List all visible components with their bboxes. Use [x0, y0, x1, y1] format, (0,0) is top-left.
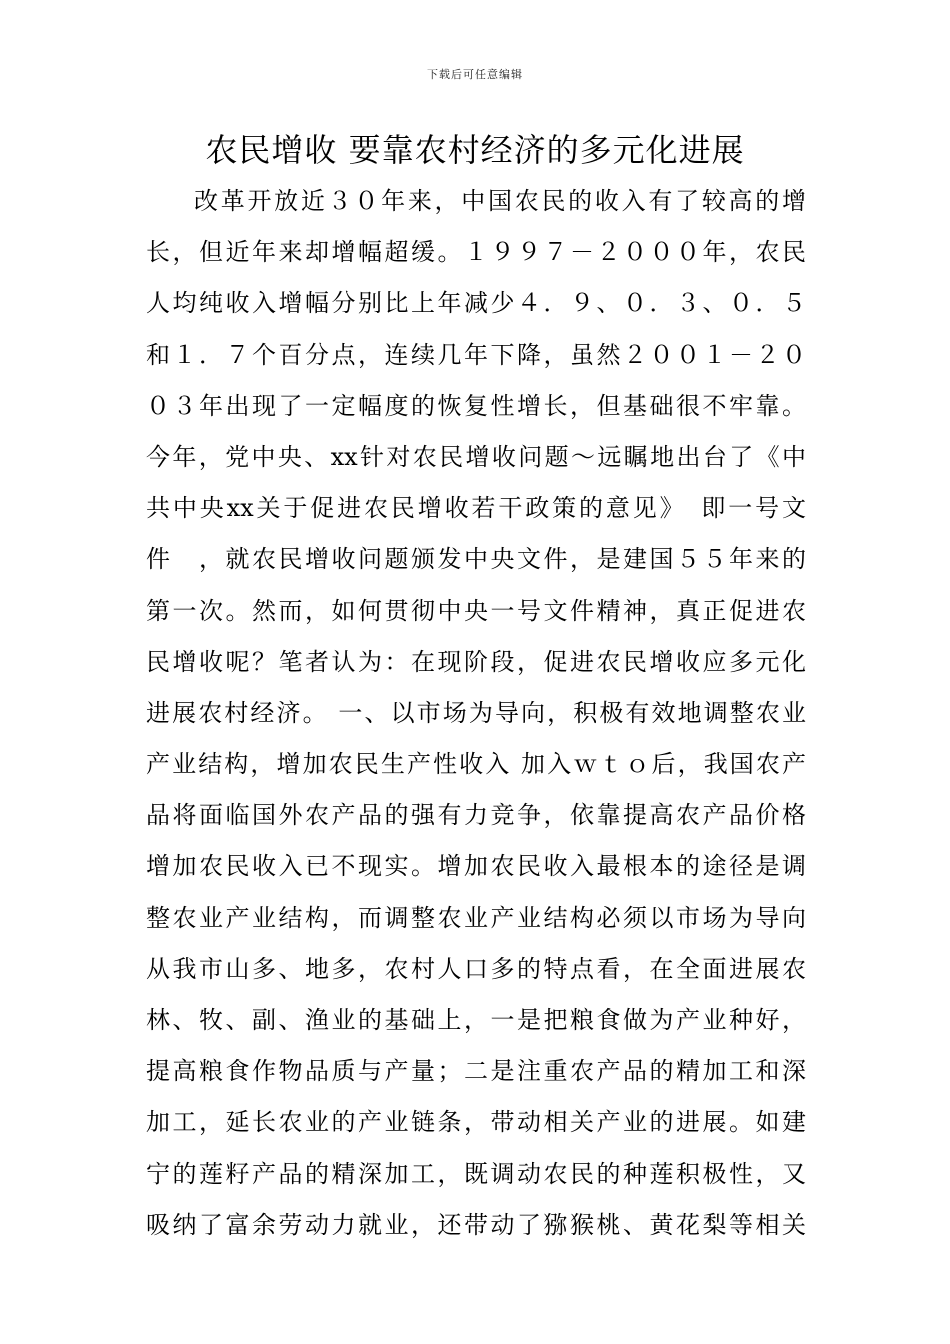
text-line: 进展农村经济。 一、以市场为导向，积极有效地调整农业 [146, 698, 806, 727]
body-text [146, 176, 806, 1251]
text-line: 长，但近年来却增幅超缓。１９９７－２０００年，农民 [146, 238, 806, 267]
text-line: 共中央xx关于促进农民增收若干政策的意见》 即一号文 [146, 494, 806, 523]
document-title: 农民增收 要靠农村经济的多元化进展 [205, 131, 745, 169]
text-line: 加工，延长农业的产业链条，带动相关产业的进展。如建 [146, 1108, 806, 1137]
text-line: 林、牧、副、渔业的基础上，一是把粮食做为产业种好， [146, 1006, 806, 1034]
header-note: 下载后可任意编辑 [427, 68, 523, 81]
text-line: 品将面临国外农产品的强有力竞争，依靠提高农产品价格 [146, 801, 806, 830]
text-line: 改革开放近３０年来，中国农民的收入有了较高的增 [194, 187, 806, 215]
text-line: 从我市山多、地多，农村人口多的特点看，在全面进展农 [146, 954, 806, 983]
text-line: 今年，党中央、xx针对农民增收问题～远瞩地出台了《中 [146, 442, 806, 471]
text-line: ０３年出现了一定幅度的恢复性增长，但基础很不牢靠。 [146, 391, 806, 420]
text-line: 提高粮食作物品质与产量；二是注重农产品的精加工和深 [146, 1057, 806, 1086]
text-line: 增加农民收入已不现实。增加农民收入最根本的途径是调 [146, 852, 806, 881]
text-line: 和１．７个百分点，连续几年下降，虽然２００１－２０ [146, 340, 806, 369]
text-line: 人均纯收入增幅分别比上年减少４．９、０．３、０．５ [146, 289, 806, 318]
text-line: 吸纳了富余劳动力就业，还带动了猕猴桃、黄花梨等相关 [146, 1210, 806, 1239]
text-line: 整农业产业结构，而调整农业产业结构必须以市场为导向 [146, 903, 806, 932]
text-line: 第一次。然而，如何贯彻中央一号文件精神，真正促进农 [146, 596, 806, 625]
text-line: 件 ，就农民增收问题颁发中央文件，是建国５５年来的 [146, 545, 806, 574]
text-line: 宁的莲籽产品的精深加工，既调动农民的种莲积极性，又 [146, 1159, 806, 1188]
text-line: 民增收呢？笔者认为：在现阶段，促进农民增收应多元化 [146, 647, 806, 676]
text-line: 产业结构，增加农民生产性收入 加入ｗｔｏ后，我国农产 [146, 750, 806, 779]
